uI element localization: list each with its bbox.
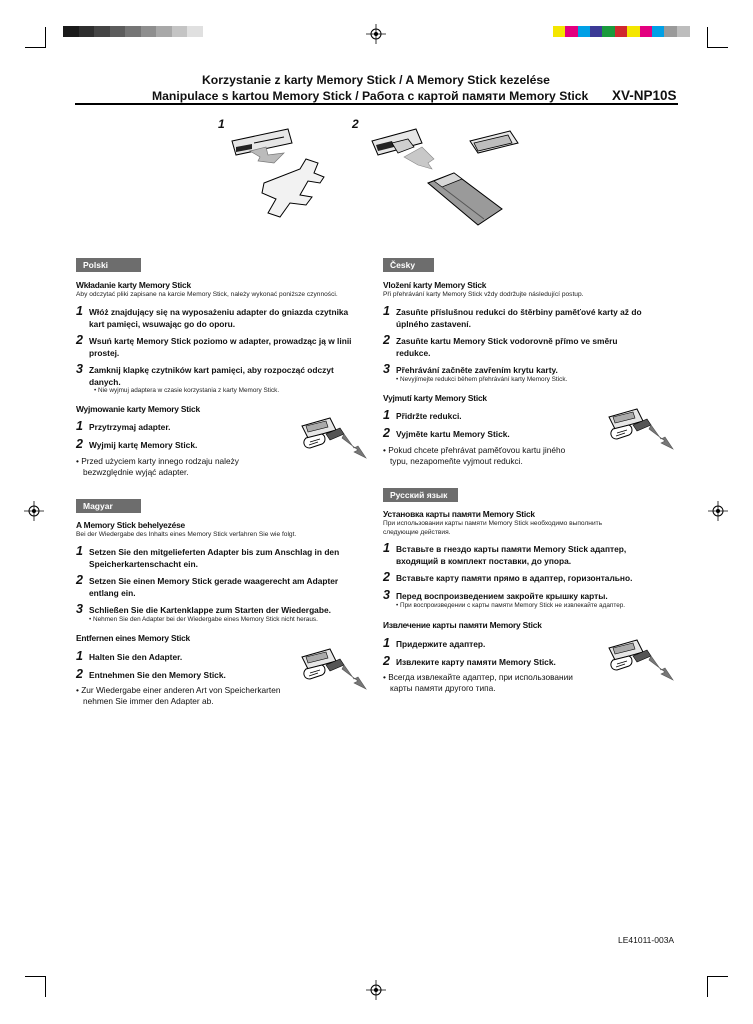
cesky-step-2 — [383, 335, 683, 359]
cesky-adapter-bullet — [383, 445, 565, 467]
removal-illustration-cesky — [603, 403, 675, 451]
figure-2-number: 2 — [352, 117, 359, 131]
step-text-line-1: Wsuń kartę Memory Stick poziomo w adapter, prowadząc ją w linii — [89, 336, 352, 346]
step-text-line-1: Włóż znajdujący się na wyposażeniu adapter do gniazda czytnika — [89, 307, 349, 317]
calibration-swatch — [578, 26, 591, 37]
bullet-line-1: • Przed użyciem karty innego rodzaju należy — [76, 456, 239, 466]
russian-step-3-note: • При воспроизведении с карты памяти Memory Stick не извлекайте адаптер. — [396, 602, 626, 609]
magyar-language-tag: Magyar — [76, 499, 141, 513]
calibration-swatch — [110, 26, 126, 37]
bullet-line-1: • Всегда извлекайте адаптер, при использовании — [383, 672, 573, 682]
step-number: 3 — [76, 362, 83, 376]
step-number: 1 — [76, 649, 83, 663]
step-number: 1 — [76, 304, 83, 318]
step-text-line-2: входящий в комплект поставки, до упора. — [396, 556, 572, 566]
calibration-swatch — [640, 26, 653, 37]
polski-adapter-bullet — [76, 456, 239, 478]
figure-2-memory-stick-insertion-illustration — [370, 125, 525, 240]
step-number: 2 — [383, 654, 390, 668]
magyar-remove-step-2 — [76, 669, 276, 683]
page-title-line-2: Manipulace s kartou Memory Stick / Работа с картой памяти Memory Stick — [152, 89, 589, 103]
bullet-line-2: nehmen Sie immer den Adapter ab. — [83, 696, 214, 706]
step-number: 2 — [383, 570, 390, 584]
magyar-remove-step-1 — [76, 651, 276, 665]
registration-mark-bottom — [366, 980, 386, 1000]
calibration-swatch — [602, 26, 615, 37]
bullet-line-2: карты памяти другого типа. — [390, 683, 496, 693]
polski-step-3 — [76, 364, 376, 388]
gray-calibration-bar — [63, 26, 203, 37]
step-number: 2 — [383, 426, 390, 440]
removal-illustration-magyar — [296, 643, 368, 691]
russian-adapter-bullet — [383, 672, 573, 694]
removal-illustration-polski — [296, 412, 368, 460]
polski-step-1 — [76, 306, 376, 330]
step-text-line-1: Zamknij klapkę czytników kart pamięci, aby rozpocząć odczyt — [89, 365, 334, 375]
polski-insert-heading: Wkładanie karty Memory Stick — [76, 280, 191, 290]
calibration-swatch — [156, 26, 172, 37]
magyar-insert-intro: Bei der Wiedergabe des Inhalts eines Memory Stick verfahren Sie wie folgt. — [76, 531, 297, 538]
russian-step-1 — [383, 543, 683, 567]
russian-language-tag: Русский язык — [383, 488, 458, 502]
cesky-remove-step-2 — [383, 428, 583, 442]
step-text-line-2: kart pamięci, wsuwając go do oporu. — [89, 319, 236, 329]
step-number: 1 — [383, 408, 390, 422]
step-text: Извлеките карту памяти Memory Stick. — [396, 657, 556, 667]
step-text: Przytrzymaj adapter. — [89, 422, 171, 432]
step-text-line-1: Přehrávání začněte zavřením krytu karty. — [396, 365, 558, 375]
registration-mark-right — [708, 501, 728, 521]
polski-insert-intro: Aby odczytać pliki zapisane na karcie Memory Stick, należy wykonać poniższe czynności. — [76, 291, 338, 298]
step-number: 3 — [383, 362, 390, 376]
step-text-line-1: Setzen Sie den mitgelieferten Adapter bis zum Anschlag in den — [89, 547, 340, 557]
bullet-line-1: • Zur Wiedergabe einer anderen Art von Speicherkarten — [76, 685, 281, 695]
calibration-swatch — [79, 26, 95, 37]
header-rule — [75, 103, 678, 105]
russian-insert-intro-line-2: следующие действия. — [383, 529, 451, 536]
cesky-insert-heading: Vložení karty Memory Stick — [383, 280, 487, 290]
polski-language-tag: Polski — [76, 258, 141, 272]
russian-remove-heading: Извлечение карты памяти Memory Stick — [383, 620, 542, 630]
bullet-line-2: typu, nezapomeňte vyjmout redukci. — [390, 456, 523, 466]
registration-mark-top — [366, 24, 386, 44]
step-text-line-2: prostej. — [89, 348, 120, 358]
calibration-swatch — [565, 26, 578, 37]
color-calibration-bar — [553, 26, 689, 37]
step-number: 2 — [76, 573, 83, 587]
calibration-swatch — [553, 26, 566, 37]
step-text-line-1: Setzen Sie einen Memory Stick gerade waagerecht am Adapter — [89, 576, 339, 586]
calibration-swatch — [94, 26, 110, 37]
step-number: 3 — [383, 588, 390, 602]
magyar-insert-heading: A Memory Stick behelyezése — [76, 520, 185, 530]
step-text: Vyjměte kartu Memory Stick. — [396, 429, 510, 439]
magyar-step-1 — [76, 546, 376, 570]
step-number: 1 — [383, 541, 390, 555]
step-text: Придержите адаптер. — [396, 639, 486, 649]
calibration-swatch — [141, 26, 157, 37]
russian-insert-heading: Установка карты памяти Memory Stick — [383, 509, 535, 519]
russian-insert-intro-line-1: При использовании карты памяти Memory Stick необходимо выполнить — [383, 520, 603, 527]
polski-remove-step-2 — [76, 439, 276, 453]
calibration-swatch — [627, 26, 640, 37]
step-text-line-1: Вставьте в гнездо карты памяти Memory Stick адаптер, — [396, 544, 627, 554]
step-text: Entnehmen Sie den Memory Stick. — [89, 670, 226, 680]
bullet-line-1: • Pokud chcete přehrávat paměťovou kartu jiného — [383, 445, 566, 455]
cesky-remove-step-1 — [383, 410, 583, 424]
step-number: 1 — [383, 304, 390, 318]
removal-illustration-russian — [603, 634, 675, 682]
document-code: LE41011-003A — [618, 935, 675, 945]
step-number: 2 — [76, 333, 83, 347]
model-name: XV-NP10S — [612, 88, 677, 103]
calibration-swatch — [187, 26, 203, 37]
calibration-swatch — [125, 26, 141, 37]
step-text-line-2: danych. — [89, 377, 121, 387]
step-text-line-1: Вставьте карту памяти прямо в адаптер, горизонтально. — [396, 573, 633, 583]
russian-remove-step-1 — [383, 638, 583, 652]
polski-remove-step-1 — [76, 421, 276, 435]
cesky-insert-intro: Při přehrávání karty Memory Stick vždy dodržujte následující postup. — [383, 291, 584, 298]
page-title-line-1: Korzystanie z karty Memory Stick / A Memory Stick kezelése — [202, 73, 550, 87]
step-text-line-2: entlang ein. — [89, 588, 136, 598]
calibration-swatch — [677, 26, 690, 37]
cesky-step-1 — [383, 306, 683, 330]
magyar-adapter-bullet — [76, 685, 280, 707]
calibration-swatch — [664, 26, 677, 37]
step-text: Wyjmij kartę Memory Stick. — [89, 440, 198, 450]
step-text-line-2: Speicherkartenschacht ein. — [89, 559, 198, 569]
step-number: 1 — [76, 419, 83, 433]
polski-remove-heading: Wyjmowanie karty Memory Stick — [76, 404, 200, 414]
step-text-line-2: úplného zastavení. — [396, 319, 471, 329]
step-number: 1 — [76, 544, 83, 558]
step-number: 2 — [76, 667, 83, 681]
calibration-swatch — [172, 26, 188, 37]
polski-step-3-note: • Nie wyjmuj adaptera w czasie korzystania z karty Memory Stick. — [94, 387, 280, 394]
calibration-swatch — [615, 26, 628, 37]
magyar-step-2 — [76, 575, 376, 599]
calibration-swatch — [590, 26, 603, 37]
calibration-swatch — [63, 26, 79, 37]
polski-step-2 — [76, 335, 376, 359]
cesky-step-3-note: • Nevyjímejte redukci během přehrávání karty Memory Stick. — [396, 376, 568, 383]
registration-mark-left — [24, 501, 44, 521]
step-text-line-1: Zasuňte příslušnou redukci do štěrbiny paměťové karty až do — [396, 307, 642, 317]
magyar-remove-heading: Entfernen eines Memory Stick — [76, 633, 191, 643]
step-text-line-2: redukce. — [396, 348, 431, 358]
step-text: Přidržte redukci. — [396, 411, 462, 421]
magyar-step-3-note: • Nehmen Sie den Adapter bei der Wiedergabe eines Memory Stick nicht heraus. — [89, 616, 318, 623]
step-number: 2 — [383, 333, 390, 347]
figure-1-number: 1 — [218, 117, 225, 131]
figure-1-adapter-insertion-illustration — [228, 125, 333, 223]
bullet-line-2: bezwzględnie wyjąć adapter. — [83, 467, 189, 477]
step-text-line-1: Перед воспроизведением закройте крышку карты. — [396, 591, 608, 601]
step-number: 1 — [383, 636, 390, 650]
step-text-line-1: Schließen Sie die Kartenklappe zum Starten der Wiedergabe. — [89, 605, 331, 615]
step-text: Halten Sie den Adapter. — [89, 652, 183, 662]
step-text-line-1: Zasuňte kartu Memory Stick vodorovně přímo ve směru — [396, 336, 618, 346]
russian-remove-step-2 — [383, 656, 593, 670]
russian-step-2 — [383, 572, 683, 586]
step-number: 2 — [76, 437, 83, 451]
cesky-language-tag: Česky — [383, 258, 434, 272]
calibration-swatch — [652, 26, 665, 37]
cesky-remove-heading: Vyjmutí karty Memory Stick — [383, 393, 487, 403]
step-number: 3 — [76, 602, 83, 616]
